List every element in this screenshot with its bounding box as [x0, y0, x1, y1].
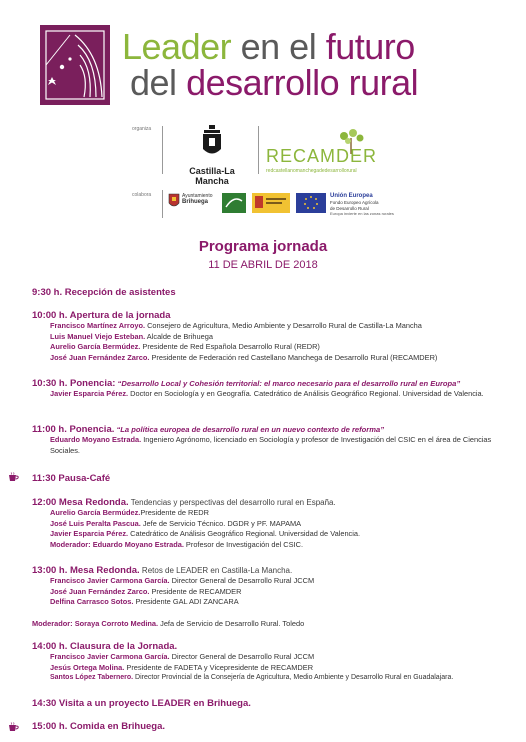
agenda-item-time: 13:00 h. Mesa Redonda. [32, 565, 140, 576]
eu-title: Unión Europea [330, 193, 373, 199]
speaker-role: Presidente de FADETA y Vicepresidente de RECAMDER [124, 662, 314, 672]
speaker-line [32, 342, 502, 353]
speaker-name: Jesús Ortega Molina. [50, 662, 125, 672]
lunch-cup-icon [8, 722, 20, 732]
eu-text [330, 193, 410, 217]
agenda-item-lunch [32, 721, 502, 732]
agenda-item-head: 9:30 h. Recepción de asistentes [32, 287, 176, 298]
speaker-name: Aurelio García Bermúdez. [50, 508, 141, 517]
brihuega-line-2: Brihuega [182, 199, 209, 205]
speaker-line [32, 529, 502, 540]
title-leader: Leader [122, 26, 232, 67]
title-line-2 [130, 62, 418, 104]
eu-stars-icon [296, 193, 326, 213]
header [0, 0, 526, 240]
speaker-name: Moderador: Eduardo Moyano Estrada. [50, 539, 184, 549]
speaker-line [32, 663, 502, 674]
speaker-role: Catedrático de Análisis Geográfico Regional. Universidad de Valencia. [128, 529, 361, 539]
speaker-role: Presidente de Red Española Desarrollo Rural (REDR) [140, 342, 320, 352]
speaker-line [32, 597, 502, 608]
speaker-name: Eduardo Moyano Estrada. [50, 435, 142, 444]
agenda-item-head [32, 497, 502, 508]
program-title: Programa jornada [198, 238, 328, 255]
speaker-line [32, 576, 502, 587]
agenda-item-ponencia-2 [32, 424, 502, 456]
agenda-item-time: 10:30 h. Ponencia: [32, 378, 116, 389]
agenda-item-head: 14:00 h. Clausura de la Jornada. [32, 641, 178, 652]
speaker-role: Profesor de Investigación del CSIC. [183, 539, 304, 549]
agenda-item-round-table-1 [32, 497, 502, 550]
ponencia-title: “La política europea de desarrollo rural en un nuevo contexto de reforma” [114, 425, 385, 434]
eu-flag [296, 193, 326, 213]
speaker-name: Luis Manuel Viejo Esteban. [50, 331, 146, 341]
speaker-line [32, 519, 502, 530]
leader-logo-icon [40, 25, 110, 105]
speaker-role: Presidente GAL ADI ZANCARA [133, 597, 239, 607]
colabora-label: colabora [132, 192, 152, 198]
speaker-line [32, 353, 502, 364]
speaker-name: Francisco Javier Carmona García. [50, 576, 170, 585]
separator-colabora [162, 190, 163, 218]
separator-organiza [162, 126, 163, 174]
speaker-line [32, 435, 502, 456]
brihuega-line-1: Ayuntamiento [182, 193, 213, 199]
castle-crest-icon [200, 125, 224, 159]
agenda-item-head: 15:00 h. Comida en Brihuega. [32, 721, 166, 732]
agenda-item-head [32, 378, 502, 389]
separator-mid [258, 126, 259, 174]
agenda-item-head: 14:30 Visita a un proyecto LEADER en Brihuega. [32, 698, 251, 709]
agenda-item-closing [32, 641, 502, 684]
speaker-line [32, 652, 502, 663]
agenda-item-time: 11:00 h. Ponencia. [32, 424, 115, 435]
speaker-role: Jefe de Servicio Técnico. DGDR y PF. MAPAMA [140, 518, 302, 528]
speaker-name: Santos López Tabernero. [50, 674, 134, 682]
round-table-topic: Retos de LEADER en Castilla-La Mancha. [139, 566, 293, 575]
eu-sub-2: de Desarrollo Rural [330, 205, 369, 211]
speaker-name: Francisco Martínez Arroyo. [50, 321, 146, 330]
leader-logo [40, 25, 110, 105]
speaker-role: Presidente de Federación red Castellano Manchega de Desarrollo Rural (RECAMDER) [149, 352, 438, 362]
speaker-role: Director General de Desarrollo Rural JCCM [169, 576, 315, 585]
speaker-line [32, 673, 502, 684]
agenda-item-coffee [32, 473, 502, 484]
round-table-topic: Tendencias y perspectivas del desarrollo rural en España. [128, 498, 336, 507]
program-date: 11 DE ABRIL DE 2018 [208, 259, 318, 271]
recamder-name: RECAMDER [266, 146, 378, 166]
brihuega-shield-icon [168, 193, 180, 209]
agenda-item-head [32, 565, 502, 576]
speaker-role: Ingeniero Agrónomo, licenciado en Sociología y profesor de Investigación del CSIC en el área de Ciencias Sociales. [50, 435, 492, 455]
agenda-item-moderator [32, 619, 502, 630]
ponencia-title: “Desarrollo Local y Cohesión territorial: el marco necesario para el desarrollo rural en Europa” [115, 379, 461, 388]
coffee-cup-icon [8, 472, 20, 482]
speaker-name: José Juan Fernández Zarco. [50, 352, 150, 362]
agenda-item-reception [32, 287, 502, 298]
agenda-item-head: 10:00 h. Apertura de la jornada [32, 310, 171, 321]
speaker-role: Director General de Desarrollo Rural JCCM [169, 652, 315, 661]
title-en-el: en el [240, 26, 317, 67]
speaker-role: Presidente de REDR [140, 508, 209, 517]
ministry-logo [252, 193, 290, 213]
agenda-item-round-table-2 [32, 565, 502, 608]
moderator-line [32, 619, 502, 630]
title-desarrollo-rural: desarrollo rural [186, 62, 419, 103]
speaker-line [32, 321, 502, 332]
organiza-label: organiza [132, 126, 152, 132]
speaker-name: Aurelio García Bermúdez. [50, 342, 141, 352]
speaker-line [32, 389, 502, 400]
speaker-line [32, 540, 502, 551]
speaker-role: Doctor en Sociología y en Geografía. Catedrático de Análisis Geográfico Regional. Universidad de Valencia. [128, 389, 484, 398]
speaker-name: Delfina Carrasco Sotos. [50, 597, 134, 607]
title-futuro: futuro [325, 26, 415, 67]
speaker-name: José Juan Fernández Zarco. [50, 586, 150, 596]
agenda-item-head: 11:30 Pausa-Café [32, 473, 111, 484]
agenda-item-ponencia-1 [32, 378, 502, 400]
clm-name: Castilla-La Mancha [189, 166, 235, 186]
speaker-line [32, 508, 502, 519]
speaker-name: José Luis Peralta Pascua. [50, 518, 141, 528]
speaker-line [32, 332, 502, 343]
recamder-logo [266, 128, 386, 174]
agenda-item-time: 12:00 Mesa Redonda. [32, 497, 129, 508]
speaker-name: Francisco Javier Carmona García. [50, 652, 170, 661]
agenda-item-visit [32, 698, 502, 709]
title-del: del [130, 62, 177, 103]
eu-sub-1: Fondo Europeo Agrícola [330, 200, 379, 205]
castilla-la-mancha-logo [172, 125, 252, 186]
agenda-item-opening [32, 310, 502, 363]
moderator-name: Moderador: Soraya Corroto Medina. [32, 619, 159, 628]
speaker-name: Javier Esparcia Pérez. [50, 389, 129, 398]
leader-green-icon [222, 193, 246, 213]
recamder-subtitle: redcastellanomanchegadedesarrollorural [266, 168, 357, 174]
agenda-item-head [32, 424, 502, 435]
speaker-role: Director Provincial de la Consejería de Agricultura, Medio Ambiente y Desarrollo Rural en Guadalajara. [133, 674, 454, 682]
speaker-role: Presidente de RECAMDER [149, 586, 242, 596]
speaker-line [32, 587, 502, 598]
speaker-role: Consejero de Agricultura, Medio Ambiente y Desarrollo Rural de Castilla-La Mancha [145, 321, 422, 330]
speaker-role: Alcalde de Brihuega [145, 331, 213, 341]
spain-crest-icon [252, 193, 290, 213]
speaker-name: Javier Esparcia Pérez. [50, 529, 129, 539]
leader-green-logo [222, 193, 246, 213]
moderator-role: Jefa de Servicio de Desarrollo Rural. Toledo [158, 619, 305, 628]
eu-sub-3: Europa invierte en las zonas rurales [330, 211, 394, 216]
brihuega-logo [168, 193, 216, 209]
